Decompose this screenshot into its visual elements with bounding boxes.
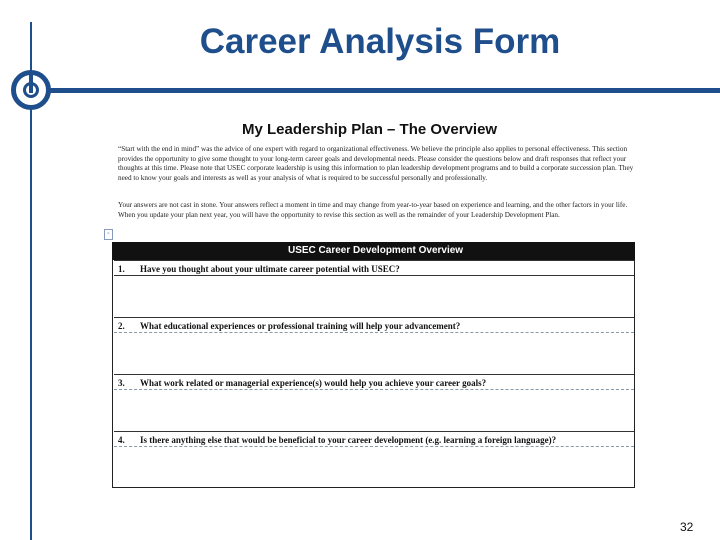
question-number: 3.	[118, 378, 125, 388]
page-number: 32	[680, 520, 694, 534]
question-number: 4.	[118, 435, 125, 445]
header-bar	[48, 88, 720, 93]
slide-title: Career Analysis Form	[199, 22, 561, 61]
question-text: Is there anything else that would be beneficial to your career development (e.g. learning a foreign language)?	[140, 435, 557, 445]
logo-bar	[29, 73, 33, 93]
question-row-2	[114, 317, 634, 333]
intro-paragraph: “Start with the end in mind” was the advice of one expert with regard to organizational effectiveness. We believe the principle also applies to personal effectiveness. This section provides the opportunity to give some thought to your long-term career goals and developmental needs. Please consider the questions below and draft responses that reflect your thoughts at this time. Please note that USEC corporate leadership is using this information to plan leadership development programs and to build a corporate succession plan. They need to know your goals and interests as well as your analysis of what is required to be successful personally and professionally.	[118, 145, 634, 182]
document-heading: My Leadership Plan – The Overview	[242, 121, 498, 138]
career-overview-table	[112, 242, 635, 488]
question-text: Have you thought about your ultimate career potential with USEC?	[140, 264, 400, 274]
answer-area-1[interactable]	[114, 275, 634, 276]
question-text: What work related or managerial experience(s) would help you achieve your career goals?	[140, 378, 487, 388]
question-number: 2.	[118, 321, 125, 331]
table-header: USEC Career Development Overview	[112, 242, 635, 260]
question-number: 1.	[118, 264, 125, 274]
question-text: What educational experiences or professional training will help your advancement?	[140, 321, 461, 331]
usec-logo-icon	[11, 70, 51, 110]
question-row-4	[114, 431, 634, 447]
anchor-marker-icon: ▫	[104, 229, 113, 240]
question-row-3	[114, 374, 634, 390]
question-row-1	[114, 260, 634, 276]
note-paragraph: Your answers are not cast in stone. Your answers reflect a moment in time and may change from year-to-year based on experience and learning, and the other factors in your life. When you update your plan next year, you will have the opportunity to revise this section as well as the remainder of your Leadership Development Plan.	[118, 201, 628, 219]
